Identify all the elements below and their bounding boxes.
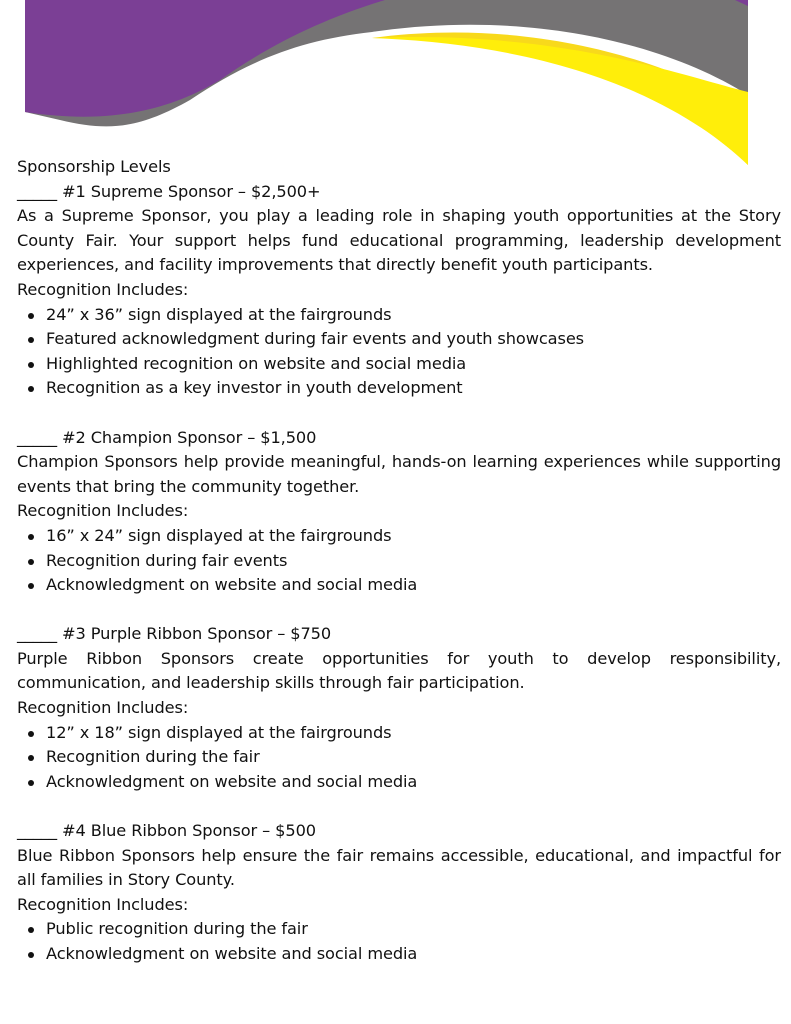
spacer — [17, 401, 781, 426]
list-item: 12” x 18” sign displayed at the fairgrounds — [46, 721, 781, 746]
spacer — [17, 794, 781, 819]
recognition-list — [17, 524, 781, 598]
header-wave-banner — [0, 0, 791, 170]
list-item: 24” x 36” sign displayed at the fairgrounds — [46, 303, 781, 328]
list-item: Featured acknowledgment during fair events and youth showcases — [46, 327, 781, 352]
list-item: Acknowledgment on website and social media — [46, 770, 781, 795]
level-title: _____ #2 Champion Sponsor – $1,500 — [17, 427, 317, 447]
level-title: _____ #3 Purple Ribbon Sponsor – $750 — [17, 624, 332, 644]
document-body — [17, 155, 781, 967]
list-item: Public recognition during the fair — [46, 917, 781, 942]
level-description: Champion Sponsors help provide meaningful, hands-on learning experiences while supporting events that bring the community together. — [17, 452, 781, 496]
list-item: Recognition during fair events — [46, 549, 781, 574]
list-item: Acknowledgment on website and social media — [46, 942, 781, 967]
list-item: Recognition as a key investor in youth development — [46, 376, 781, 401]
recognition-list — [17, 721, 781, 795]
level-blue-ribbon — [17, 819, 781, 967]
level-supreme — [17, 180, 781, 401]
level-title: _____ #4 Blue Ribbon Sponsor – $500 — [17, 821, 316, 841]
level-purple-ribbon — [17, 622, 781, 794]
recognition-label: Recognition Includes: — [17, 279, 189, 299]
recognition-label: Recognition Includes: — [17, 501, 189, 521]
level-description: Purple Ribbon Sponsors create opportunities for youth to develop responsibility, communication, and leadership skills through fair participation. — [17, 648, 781, 693]
level-description: As a Supreme Sponsor, you play a leading role in shaping youth opportunities at the Story County Fair. Your support helps fund educational programming, leadership development experiences, and facility improvements that directly benefit youth participants. — [17, 206, 781, 275]
level-description: Blue Ribbon Sponsors help ensure the fair remains accessible, educational, and impactful for all families in Story County. — [17, 845, 781, 890]
spacer — [17, 598, 781, 623]
list-item: Highlighted recognition on website and social media — [46, 352, 781, 377]
recognition-label: Recognition Includes: — [17, 698, 189, 718]
list-item: Recognition during the fair — [46, 745, 781, 770]
list-item: Acknowledgment on website and social media — [46, 573, 781, 598]
document-heading: Sponsorship Levels — [17, 157, 171, 176]
recognition-list — [17, 917, 781, 966]
recognition-label: Recognition Includes: — [17, 894, 189, 914]
recognition-list — [17, 303, 781, 401]
list-item: 16” x 24” sign displayed at the fairgrounds — [46, 524, 781, 549]
level-title: _____ #1 Supreme Sponsor – $2,500+ — [17, 181, 321, 201]
purple-wave — [25, 0, 385, 117]
level-champion — [17, 426, 781, 598]
